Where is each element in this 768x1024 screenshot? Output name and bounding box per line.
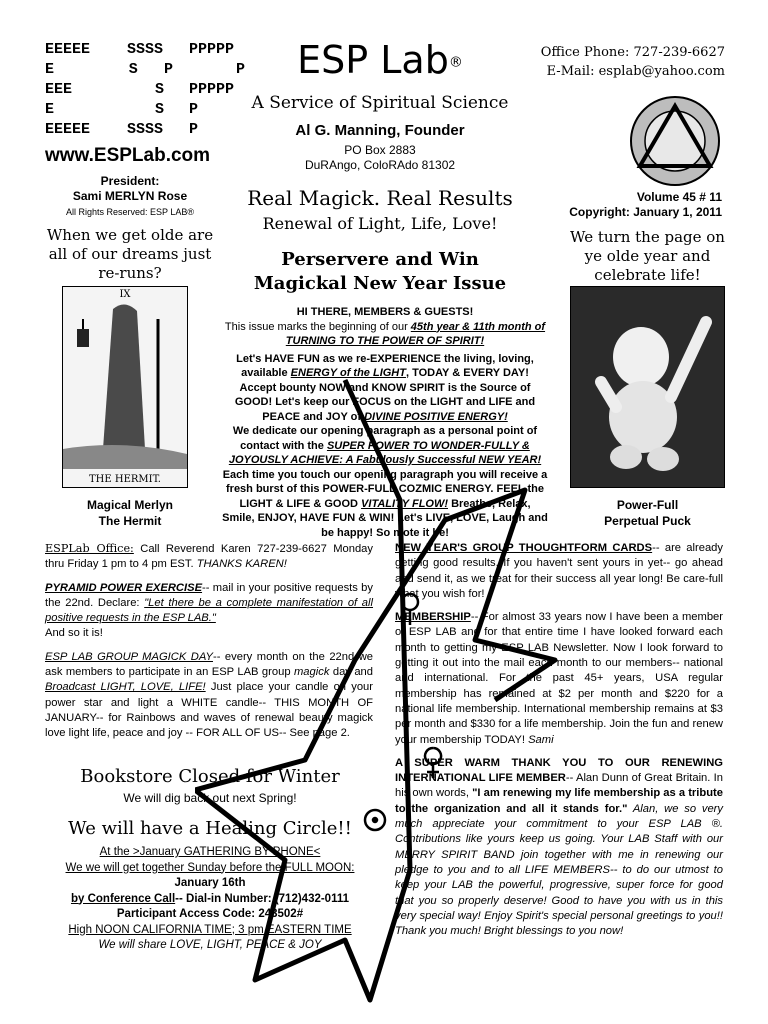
rights-reserved: All Rights Reserved: ESP LAB® (65, 207, 195, 217)
cherub-figure (571, 287, 724, 487)
puck-caption-1: Power-Full (616, 498, 679, 512)
office-hours: ESPLab Office: Call Reverend Karen 727-239-6627 Monday thru Friday 1 pm to 4 pm EST. THANKS KAREN! (45, 542, 374, 571)
card-title: THE HERMIT. (63, 474, 187, 485)
email[interactable]: E-Mail: esplab@yahoo.com (546, 64, 725, 79)
hermit-caption-2: The Hermit (98, 514, 162, 528)
group-magick-day: ESP LAB GROUP MAGICK DAY-- every month on the 22nd we ask members to participate in an ESP LAB group magick day and Broadcast LIGHT, LOVE, LIFE! Just place your candle on your power star and light a WHITE candle-- THIS MONTH OF JANUARY-- for Rainbows and waves of renewal beauty magick love light life, peace and joy -- FOR ALL OF US-- See page 2. (45, 650, 373, 740)
website-link[interactable]: www.ESPLab.com (45, 145, 211, 166)
renewal: Renewal of Light, Life, Love! (262, 214, 498, 233)
right-column (395, 541, 723, 939)
center-article: HI THERE, MEMBERS & GUESTS! This issue marks the beginning of our 45th year & 11th month of TURNING TO THE POWER OF SPIRIT! Let's HAVE FUN as we re-EXPERIENCE the living, loving, available ENERGY of the LIGHT, TODAY & EVERY DAY! Accept bounty NOW and KNOW SPIRIT is the Source of GOOD! Let's keep our FOCUS on the LIGHT and LIFE and PEACE and JOY of DIVINE POSITIVE ENERGY! We dedicate our opening paragraph as a personal point of contact with the SUPER POWER TO WONDER-FULLY & JOYOUSLY ACHIEVE: A Fabulously Successful NEW YEAR! Each time you touch our opening paragraph you will receive a fresh burst of this POWER-FULL COZMIC ENERGY. FEEL the LIGHT & LIFE & GOOD VITALITY FLOW! Breathe, Relax, Smile, ENJOY, HAVE FUN & WIN! Let's LIVE, LOVE, Laugh and be happy! So mote it be! (222, 306, 548, 539)
copyright: Copyright: January 1, 2011 (569, 205, 722, 219)
office-phone: Office Phone: 727-239-6627 (540, 45, 725, 60)
masthead-subtitle: A Service of Spiritual Science (251, 93, 509, 113)
thoughtform-cards: NEW YEAR'S GROUP THOUGHTFORM CARDS-- are already getting good results. If you haven't sent yours in yet-- go ahead and send it, as we treat for their success all year long! Be care-full what you wish for! (395, 542, 723, 600)
issue-line-1: Perservere and Win (281, 249, 479, 270)
puck-photo (570, 286, 725, 488)
bookstore-text: We will dig back out next Spring! (123, 791, 297, 805)
so-it-is: And so it is! (45, 627, 103, 640)
card-number: IX (119, 289, 131, 300)
founder: Al G. Manning, Founder (295, 122, 465, 139)
healing-title: We will have a Healing Circle!! (68, 818, 352, 839)
pyramid-power: PYRAMID POWER EXERCISE-- mail in your positive requests by the 22nd. Declare: "Let there be a complete manifestation of all positive requests in the ESP LAB." (45, 581, 374, 625)
volume: Volume 45 # 11 (636, 190, 722, 204)
left-quote: When we get olde are all of our dreams just re-runs? (46, 226, 214, 282)
greeting: HI THERE, MEMBERS & GUESTS! (296, 306, 474, 318)
triangle-circle-logo (628, 94, 722, 188)
healing-circle-details: At the >January GATHERING BY PHONE< We we will get together Sunday before the FULL MOON: January 16th by Conference Call-- Dial-in Number: (712)432-0111 Participant Access Code: 243502# High NOON CALIFORNIA TIME; 3 pm EASTERN TIME We will share LOVE, LIGHT, PEACE & JOY (65, 846, 355, 951)
membership: MEMBERSHIP-- For almost 33 years now I have been a member of ESP LAB and for that entire time I have looked forward each month to getting my ESP LAB Newsletter. Now I look forward to getting it out into the mail each month to our members-- national and international. For the past 45+ years, USA regular membership has remained at $2 per month and $220 for a national life membership. International membership remains at $3 per month and $330 for a life membership. Join the fun and renew your membership TODAY! Sami (395, 611, 723, 746)
city: DuRAngo, ColoRAdo 81302 (304, 158, 456, 172)
esp-block-letters: EEEEE SSSS PPPPP E S P P EEE S PPPPP E S P EEEEE SSSS P (45, 41, 245, 138)
left-column (45, 541, 373, 742)
president-label: President: (100, 174, 160, 188)
president-name: Sami MERLYN Rose (72, 189, 188, 203)
puck-caption-2: Perpetual Puck (604, 514, 691, 528)
hermit-figure (63, 299, 187, 469)
hermit-caption-1: Magical Merlyn (86, 498, 174, 512)
slogan: Real Magick. Real Results (247, 186, 513, 210)
masthead-title: ESP Lab® (297, 38, 463, 82)
issue-line-2: Magickal New Year Issue (253, 273, 507, 294)
thank-you-life-member: A SUPER WARM THANK YOU TO OUR RENEWING INTERNATIONAL LIFE MEMBER-- Alan Dunn of Great Britain. In his own words, "I am renewing my life membership as a tribute to the organization and all it stands for." Alan, we so very much appreciate your commitment to your ESP LAB ®. Contributions like yours keep us going. Your LAB Staff with our MERRY SPIRIT BAND join together with me in renewing our pledge to you and to all LIFE MEMBERS-- to do our utmost to keep your LAB the powerful, progressive, super force for good that you so properly deserve! Good to have you with us in this very special way! Enjoy Spirit's special personal greetings to you!! Thank you much! Bright blessings to you now! (395, 756, 724, 938)
hermit-card-image (62, 286, 188, 488)
bookstore-title: Bookstore Closed for Winter (80, 766, 340, 787)
right-quote: We turn the page on ye olde year and celebrate life! (570, 228, 725, 284)
po-box: PO Box 2883 (344, 143, 416, 157)
